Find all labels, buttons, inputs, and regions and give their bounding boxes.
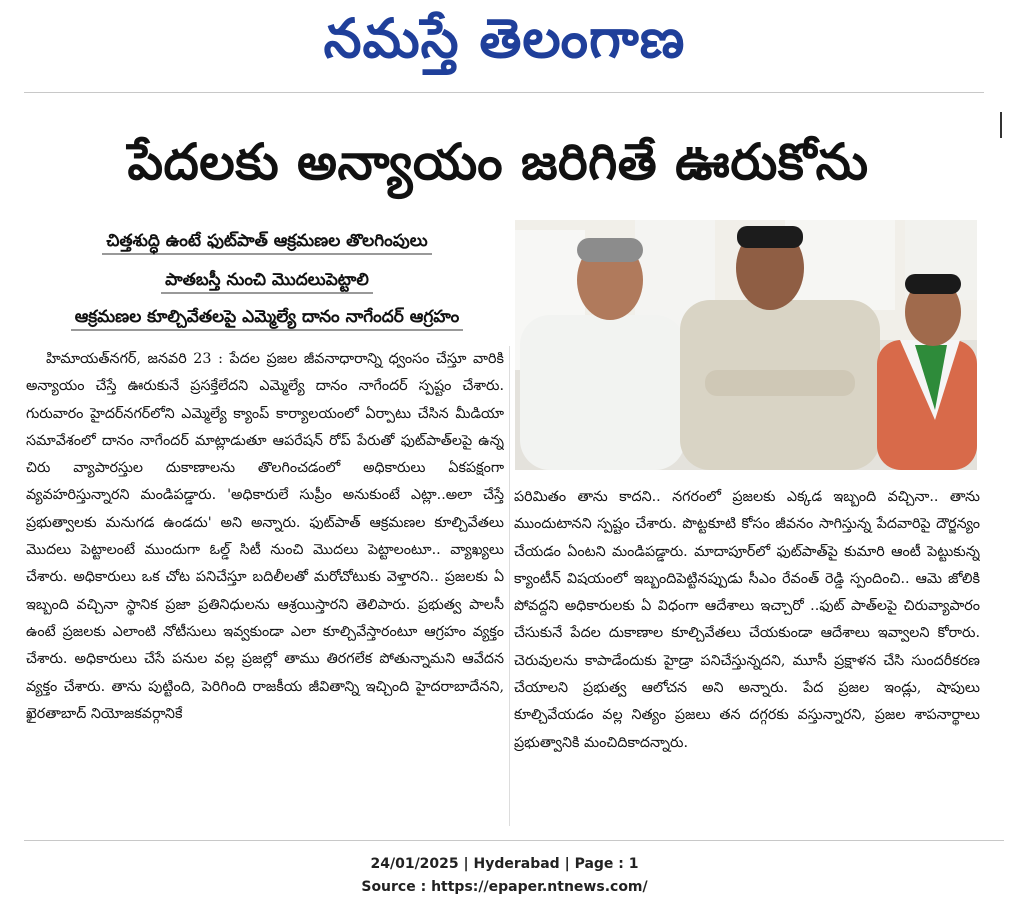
page-edge-mark	[1000, 112, 1002, 138]
photo-illustration	[515, 220, 977, 470]
article-body-left-column: హిమాయత్‌నగర్, జనవరి 23 : పేదల ప్రజల జీవనాధారాన్ని ధ్వంసం చేస్తూ వారికి అన్యాయం చేస్తే ఊరుకునే ప్రసక్తేలేదని ఎమ్మెల్యే దానం నాగేందర్ స్పష్టం చేశారు. గురువారం హైదర్‌నగర్‌లోని ఎమ్మెల్యే క్యాంప్ కార్యాలయంలో ఏర్పాటు చేసిన మీడియా సమావేశంలో దానం నాగేందర్ మాట్లాడుతూ ఆపరేషన్ రోప్ పేరుతో ఫుట్‌పాత్‌లపై ఉన్న చిరు వ్యాపారస్తుల దుకాణాలను తొలగించడంలో అధికారులు ఏకపక్షంగా వ్యవహరిస్తున్నారని మండిపడ్డారు. 'అధికారులే సుప్రీం అనుకుంటే ఎట్లా..అలా చేస్తే ప్రభుత్వాలకు మనుగడ ఉండదు' అని అన్నారు. ఫుట్‌పాత్ ఆక్రమణల కూల్చివేతలు మొదలు పెట్టాలంటే ముందుగా ఓల్డ్ సిటీ నుంచి మొదలు పెట్టాలంటూ.. వ్యాఖ్యలు చేశారు. అధికారులు ఒక చోట పనిచేస్తూ బదిలీలతో మరోచోటుకు వెళ్తారని.. ప్రజలకు ఏ ఇబ్బంది వచ్చినా స్థానిక ప్రజా ప్రతినిధులను ఆశ్రయిస్తారని తెలిపారు. ప్రభుత్వ పాలసీ ఉంటే ప్రజలకు ఎలాంటి నోటీసులు ఇవ్వకుండా ఎలా కూల్చివేస్తారంటూ ఆగ్రహం వ్యక్తం చేశారు. అధికారులు చేసే పనుల వల్ల ప్రజల్లో తాము తిరగలేక పోతున్నామని ఆవేదన వ్యక్తం చేశారు. తాను పుట్టింది, పెరిగింది రాజకీయ జీవితాన్ని ఇచ్చింది హైదరాబాదేనని, ఖైరతాబాద్ నియోజకవర్గానికే	[26, 351, 504, 722]
article-headline: పేదలకు అన్యాయం జరిగితే ఊరుకోను	[127, 133, 869, 191]
footer-source-link[interactable]: Source : https://epaper.ntnews.com/	[361, 879, 648, 895]
masthead-rule	[24, 92, 984, 93]
article-body-right-column: పరిమితం తాను కాదని.. నగరంలో ప్రజలకు ఎక్కడ ఇబ్బంది వచ్చినా.. తాను ముందుటానని స్పష్టం చేశారు. పొట్టకూటి కోసం జీవనం సాగిస్తున్న పేదవారిపై దౌర్జన్యం చేయడం ఏంటని మండిపడ్డారు. మాదాపూర్‌లో ఫుట్‌పాత్‌పై కుమారి ఆంటీ పెట్టుకున్న క్యాంటీన్ విషయంలో ఇబ్బందిపెట్టినప్పుడు సీఎం రేవంత్ రెడ్డి స్పందించి.. ఆమె జోలికి పోవద్దని అధికారులకు ఏ విధంగా ఆదేశాలు ఇచ్చారో ..ఫుట్ పాత్‌లపై చిరువ్యాపారం చేసుకునే పేదల దుకాణాల కూల్చివేతలు చేయకుండా ఆదేశాలు ఇవ్వాలని కోరారు. చెరువులను కాపాడేందుకు హైడ్రా పనిచేస్తున్నదని, మూసీ ప్రక్షాళన చేసి సుందరీకరణ చేయాలని ప్రభుత్వ ఆలోచన అని అన్నారు. పేద ప్రజల ఇండ్లు, షాపులు కూల్చివేయడం వల్ల నిత్యం ప్రజలు తన దగ్గరకు వస్తున్నారని, ప్రజల శాపనార్థాలు ప్రభుత్వానికి మంచిదికాదన్నారు.	[514, 489, 980, 751]
footer-date-city-page: 24/01/2025 | Hyderabad | Page : 1	[370, 856, 639, 872]
article-deck-2: పాతబస్తీ నుంచి మొదలుపెట్టాలి	[26, 267, 508, 293]
newspaper-masthead: నమస్తే తెలంగాణ	[323, 7, 686, 70]
footer-rule	[24, 840, 1004, 841]
column-divider	[509, 346, 510, 826]
article-deck-3: ఆక్రమణల కూల్చివేతలపై ఎమ్మెల్యే దానం నాగేందర్ ఆగ్రహం	[26, 304, 508, 330]
article-photo	[515, 220, 977, 470]
article-deck-1: చిత్తశుద్ధి ఉంటే ఫుట్‌పాత్ ఆక్రమణల తొలగింపులు	[26, 228, 508, 254]
